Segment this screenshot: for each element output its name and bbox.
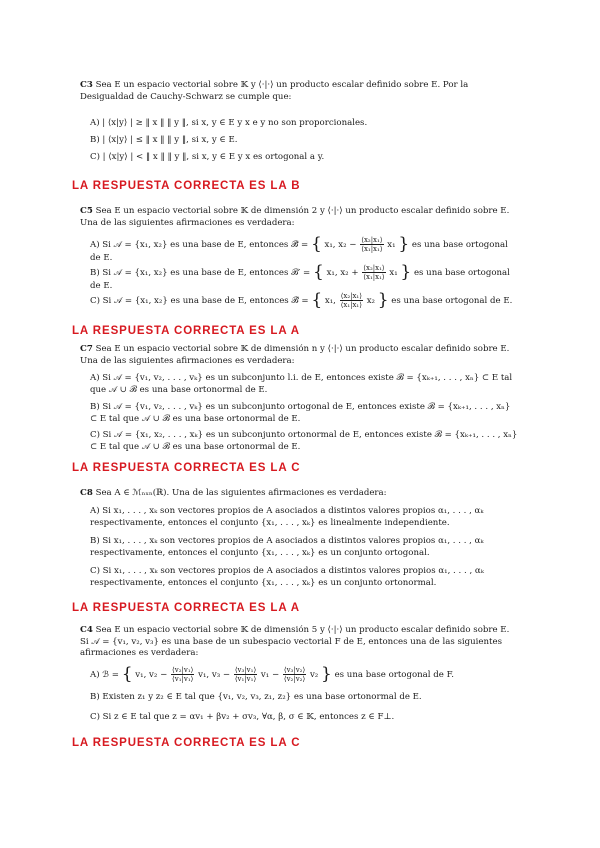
option-a: A) Si x₁, . . . , xₖ son vectores propios de A asociados a distintos valores propios α₁, . . . , αₖ respectivamente, entonces el conjunto {x₁, . . . , xₖ} es linealmente independiente.	[90, 506, 484, 528]
answer-banner: LA RESPUESTA CORRECTA ES LA A	[72, 602, 300, 614]
left-brace-icon: {	[310, 233, 322, 254]
set-elements: x₂	[366, 296, 375, 306]
numerator: ⟨x₂|x₁⟩	[340, 292, 362, 300]
question-c7	[80, 344, 520, 367]
numerator: ⟨v₃|v₁⟩	[234, 666, 257, 674]
option-b: B) Existen z₁ y z₂ ∈ E tal que {v₁, v₂, v₃, z₁, z₂} es una base ortonormal de E.	[90, 692, 422, 702]
left-brace-icon: {	[121, 663, 133, 684]
set-elements: v₁, v₃ −	[198, 670, 231, 680]
option-b: B) | ⟨x|y⟩ | ≤ ‖ x ‖ ‖ y ‖, si x, y ∈ E.	[90, 135, 238, 145]
numerator: ⟨v₂|v₁⟩	[172, 666, 194, 674]
question-c3	[80, 80, 520, 103]
set-elements: x₁,	[324, 296, 336, 306]
option-a-tail: es una base ortogonal de F.	[334, 670, 454, 680]
question-id: C8	[80, 488, 93, 498]
option-c: C) | ⟨x|y⟩ | < ‖ x ‖ ‖ y ‖, si x, y ∈ E y x es ortogonal a y.	[90, 152, 325, 162]
fraction	[171, 666, 194, 683]
option-a: A) | ⟨x|y⟩ | ≥ ‖ x ‖ ‖ y ‖, si x, y ∈ E y x e y no son proporcionales.	[90, 118, 368, 128]
numerator: ⟨v₃|v₂⟩	[283, 666, 306, 674]
fraction	[234, 666, 257, 683]
set-elements: v₁ −	[260, 670, 280, 680]
denominator: ⟨v₂|v₂⟩	[283, 675, 306, 683]
numerator: ⟨x₂|x₁⟩	[363, 264, 385, 272]
set-elements: v₁, v₂ −	[135, 670, 168, 680]
option-b: B) Si x₁, . . . , xₖ son vectores propios de A asociados a distintos valores propios α₁, . . . , αₖ respectivamente, entonces el conjunto {x₁, . . . , xₖ} es un conjunto ortogonal.	[90, 536, 484, 558]
option-a-tail: es una base ortogonal de E.	[90, 240, 508, 263]
option-c: C) Si 𝒜 = {x₁, x₂, . . . , xₖ} es un subconjunto ortonormal de E, entonces existe ℬ = {xₖ₊₁, . . . , xₙ} ⊂ E tal que 𝒜 ∪ ℬ es una base ortonormal de E.	[90, 430, 518, 452]
left-brace-icon: {	[313, 261, 324, 282]
set-elements: v₂	[309, 670, 319, 680]
option-a-prefix: A) ℬ =	[90, 670, 119, 680]
option-b	[90, 261, 520, 293]
question-id: C5	[80, 206, 93, 216]
option-b: B) Si 𝒜 = {v₁, v₂, . . . , vₖ} es un subconjunto ortogonal de E, entonces existe ℬ = {xₖ₊₁, . . . , xₙ} ⊂ E tal que 𝒜 ∪ ℬ es una base ortonormal de E.	[90, 402, 511, 424]
question-text: Sea E un espacio vectorial sobre 𝕂 de dimensión 2 y ⟨·|·⟩ un producto escalar definido sobre E. Una de las siguientes afirmaciones es verdadera:	[80, 206, 510, 228]
question-text: Sea E un espacio vectorial sobre 𝕂 de dimensión 5 y ⟨·|·⟩ un producto escalar definido sobre E. Si 𝒜 = {v₁, v₂, v₃} es una base de un subespacio vectorial F de E, entonces una de las siguientes afirmaciones es verdadera:	[80, 625, 510, 658]
denominator: ⟨x₁|x₁⟩	[361, 245, 383, 253]
fraction	[360, 236, 383, 253]
question-text: Sea A ∈ ℳₙₓₙ(ℝ). Una de las siguientes afirmaciones es verdadera:	[95, 488, 387, 498]
right-brace-icon: }	[400, 261, 412, 282]
question-id: C4	[80, 625, 93, 635]
option-a	[90, 663, 520, 684]
option-c-tail: es una base ortogonal de E.	[391, 296, 513, 306]
question-c8	[80, 488, 520, 500]
set-elements: x₁, x₂ −	[324, 240, 357, 250]
denominator: ⟨x₁|x₁⟩	[340, 301, 362, 309]
question-id: C7	[80, 344, 93, 354]
question-text: Sea E un espacio vectorial sobre 𝕂 y ⟨·|·⟩ un producto escalar definido sobre E. Por la Desigualdad de Cauchy-Schwarz se cumple que:	[80, 80, 469, 102]
denominator: ⟨x₁|x₁⟩	[363, 273, 385, 281]
option-b-tail: es una base ortogonal de E.	[90, 268, 510, 291]
option-c-prefix: C) Si 𝒜 = {x₁, x₂} es una base de E, entonces ℬ̂ =	[90, 296, 309, 306]
set-elements: x₁, x₂ +	[326, 268, 359, 278]
answer-banner: LA RESPUESTA CORRECTA ES LA C	[72, 737, 301, 749]
denominator: ⟨v₁|v₁⟩	[172, 675, 194, 683]
set-elements: x₁	[387, 240, 396, 250]
right-brace-icon: }	[321, 663, 332, 684]
left-brace-icon: {	[311, 289, 323, 310]
question-c4	[80, 625, 520, 660]
option-a-prefix: A) Si 𝒜 = {x₁, x₂} es una base de E, entonces ℬ̃ =	[90, 240, 309, 250]
answer-banner: LA RESPUESTA CORRECTA ES LA C	[72, 462, 301, 474]
option-a	[90, 233, 520, 265]
answer-banner: LA RESPUESTA CORRECTA ES LA A	[72, 325, 300, 337]
question-c5	[80, 206, 520, 229]
fraction	[362, 264, 385, 281]
fraction	[283, 666, 306, 683]
numerator: ⟨x₂|x₁⟩	[361, 236, 383, 244]
option-c	[90, 289, 520, 310]
fraction	[340, 292, 363, 309]
right-brace-icon: }	[398, 233, 410, 254]
denominator: ⟨v₁|v₁⟩	[234, 675, 257, 683]
set-elements: x₁	[389, 268, 398, 278]
option-a: A) Si 𝒜 = {v₁, v₂, . . . , vₖ} es un subconjunto l.i. de E, entonces existe ℬ = {xₖ₊₁, . . . , xₙ} ⊂ E tal que 𝒜 ∪ ℬ es una base ortonormal de E.	[90, 373, 513, 395]
right-brace-icon: }	[377, 289, 389, 310]
question-text: Sea E un espacio vectorial sobre 𝕂 de dimensión n y ⟨·|·⟩ un producto escalar definido sobre E. Una de las siguientes afirmaciones es verdadera:	[80, 344, 510, 366]
answer-banner: LA RESPUESTA CORRECTA ES LA B	[72, 180, 301, 192]
option-c: C) Si z ∈ E tal que z = αv₁ + βv₂ + σv₃, ∀α, β, σ ∈ 𝕂, entonces z ∈ F⊥.	[90, 712, 395, 722]
question-id: C3	[80, 80, 93, 90]
option-b-prefix: B) Si 𝒜 = {x₁, x₂} es una base de E, entonces ℬ′ =	[90, 268, 311, 278]
option-c: C) Si x₁, . . . , xₖ son vectores propios de A asociados a distintos valores propios α₁, . . . , αₖ respectivamente, entonces el conjunto {x₁, . . . , xₖ} es un conjunto ortonormal.	[90, 566, 484, 588]
